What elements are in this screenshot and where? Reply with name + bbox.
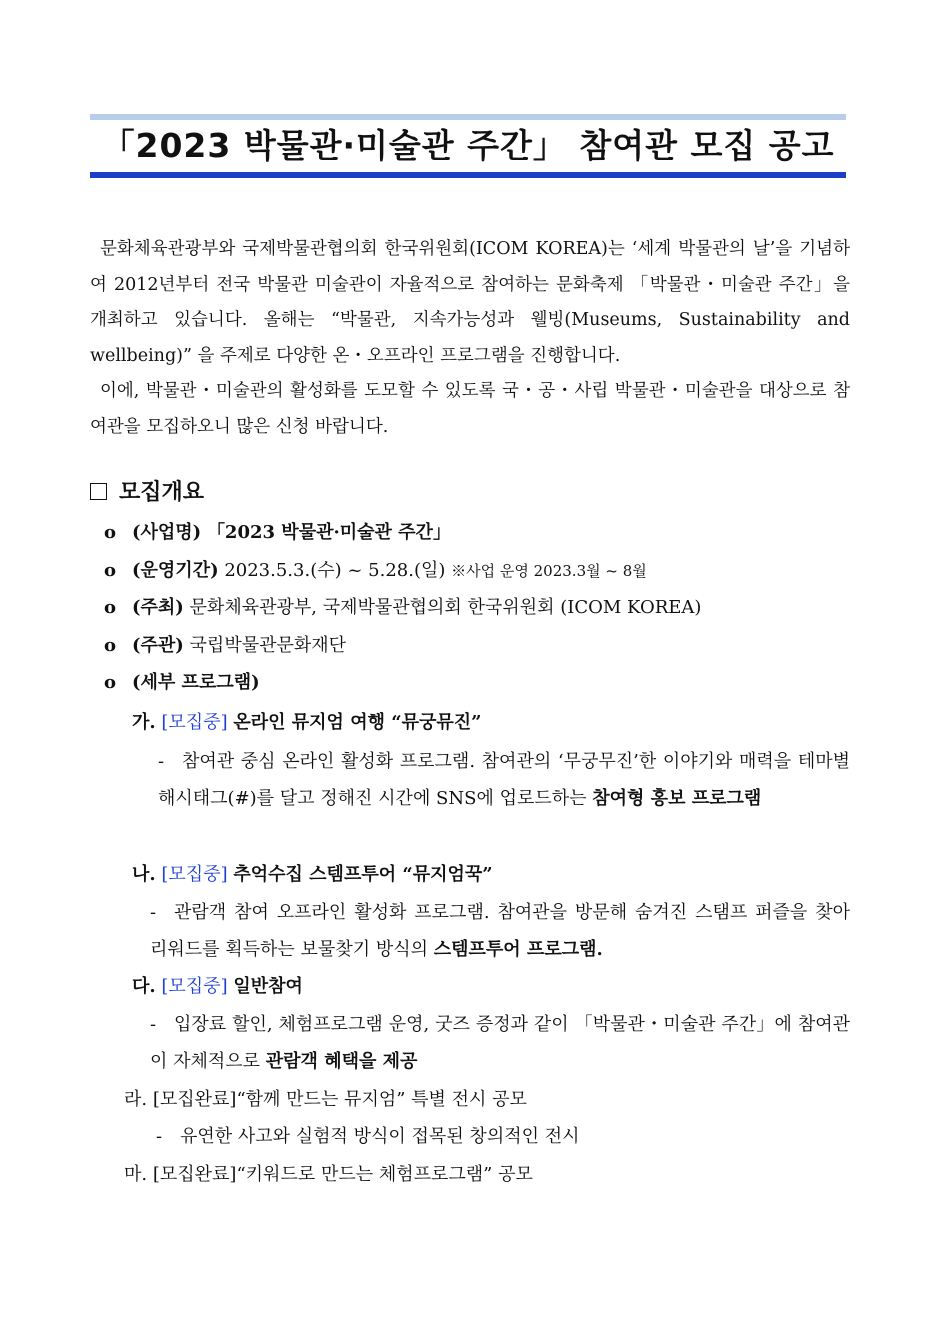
host-label: (주최) — [132, 597, 184, 618]
overview-programs — [104, 664, 854, 702]
program-e — [124, 1156, 844, 1193]
square-bullet-icon — [90, 483, 107, 500]
bullet-icon: o — [104, 672, 117, 693]
program-a-desc-text: 참여관 중심 온라인 활성화 프로그램. 참여관의 ‘무궁무진’한 이야기와 매력을 테마별 해시태그(#)를 달고 정해진 시간에 SNS에 업로드하는 — [158, 751, 850, 809]
programs-label: (세부 프로그램) — [132, 672, 260, 693]
program-a-title: 온라인 뮤지엄 여행 “뮤궁뮤진” — [233, 712, 482, 733]
section-heading — [90, 476, 850, 510]
page-title: 「2023 박물관·미술관 주간」 참여관 모집 공고 — [101, 126, 835, 165]
program-d-heading — [124, 1081, 844, 1118]
program-c-desc-bold: 관람객 혜택을 제공 — [265, 1051, 418, 1072]
program-c-heading — [132, 968, 852, 1005]
program-e-status: [모집완료] — [152, 1164, 237, 1185]
program-b-title: 추억수집 스템프투어 “뮤지엄꾹” — [233, 864, 493, 885]
program-a-prefix: 가. — [132, 712, 156, 733]
program-c-title: 일반참여 — [233, 976, 303, 997]
intro-paragraph-1: 문화체육관광부와 국제박물관협의회 한국위원회(ICOM KOREA)는 ‘세계 박물관의 날’을 기념하여 2012년부터 전국 박물관 미술관이 자율적으로 참여하는 문화축제 「박물관・미술관 주간」을 개최하고 있습니다. 올해는 “박물관, 지속가능성과 웰빙(Museums, Sustainability and wellbeing)” 을 주제로 다양한 온・오프라인 프로그램을 진행합니다. — [90, 239, 850, 366]
overview-organizer — [104, 627, 854, 665]
period-note: ※사업 운영 2023.3월 ~ 8월 — [451, 561, 647, 580]
bullet-icon: o — [104, 559, 117, 581]
program-c-prefix: 다. — [132, 976, 156, 997]
overview-period — [104, 552, 854, 590]
program-b-heading — [132, 856, 852, 893]
program-a-desc — [158, 743, 850, 817]
program-a — [132, 704, 852, 741]
program-e-heading — [124, 1156, 844, 1193]
project-value: 「2023 박물관·미술관 주간」 — [206, 522, 451, 543]
period-value: 2023.5.3.(수) ~ 5.28.(일) — [224, 559, 446, 581]
program-d-prefix: 라. — [124, 1089, 148, 1110]
overview-host — [104, 589, 854, 627]
program-d-status: [모집완료] — [152, 1089, 237, 1110]
program-b-status: [모집중] — [161, 864, 228, 885]
program-a-heading — [132, 704, 852, 741]
dash-marker: - — [156, 1126, 163, 1147]
bullet-icon: o — [104, 634, 117, 656]
dash-marker: - — [158, 751, 165, 772]
program-c-status: [모집중] — [161, 976, 228, 997]
title-rule-bottom — [90, 172, 846, 178]
dash-marker: - — [150, 902, 157, 923]
program-b-desc-bold: 스템프투어 프로그램. — [433, 939, 603, 960]
program-a-desc-bold: 참여형 홍보 프로그램 — [592, 788, 762, 809]
overview-project — [104, 514, 854, 552]
program-a-status: [모집중] — [161, 712, 228, 733]
title-block — [90, 114, 846, 178]
intro-paragraph-2: 이에, 박물관・미술관의 활성화를 도모할 수 있도록 국・공・사립 박물관・미술관을 대상으로 참여관을 모집하오니 많은 신청 바랍니다. — [90, 381, 850, 437]
dash-marker: - — [150, 1014, 157, 1035]
program-d-desc-text: 유연한 사고와 실험적 방식이 접목된 창의적인 전시 — [180, 1126, 580, 1147]
program-e-prefix: 마. — [124, 1164, 148, 1185]
program-b-prefix: 나. — [132, 864, 156, 885]
overview-list — [104, 514, 854, 702]
program-c — [132, 968, 852, 1005]
bullet-icon: o — [104, 522, 117, 543]
program-c-desc-text: 입장료 할인, 체험프로그램 운영, 굿즈 증정과 같이 「박물관・미술관 주간」에 참여관이 자체적으로 — [150, 1014, 850, 1072]
host-value: 문화체육관광부, 국제박물관협의회 한국위원회 (ICOM KOREA) — [189, 597, 702, 618]
program-e-title: “키워드로 만드는 체험프로그램” 공모 — [236, 1164, 533, 1185]
intro-text — [90, 232, 850, 445]
program-b-desc-text: 관람객 참여 오프라인 활성화 프로그램. 참여관을 방문해 숨겨진 스탬프 퍼즐을 찾아 리워드를 획득하는 보물찾기 방식의 — [150, 902, 850, 960]
program-d-desc — [156, 1118, 850, 1155]
program-b — [132, 856, 852, 893]
project-label: (사업명) — [132, 522, 202, 543]
organizer-label: (주관) — [132, 634, 184, 656]
program-d-title: “함께 만드는 뮤지엄” 특별 전시 공모 — [236, 1089, 527, 1110]
program-b-desc — [150, 894, 850, 968]
program-c-desc — [150, 1006, 850, 1080]
organizer-value: 국립박물관문화재단 — [189, 634, 347, 656]
bullet-icon: o — [104, 597, 117, 618]
section-title: 모집개요 — [119, 480, 205, 505]
period-label: (운영기간) — [132, 559, 219, 581]
program-d — [124, 1081, 844, 1118]
